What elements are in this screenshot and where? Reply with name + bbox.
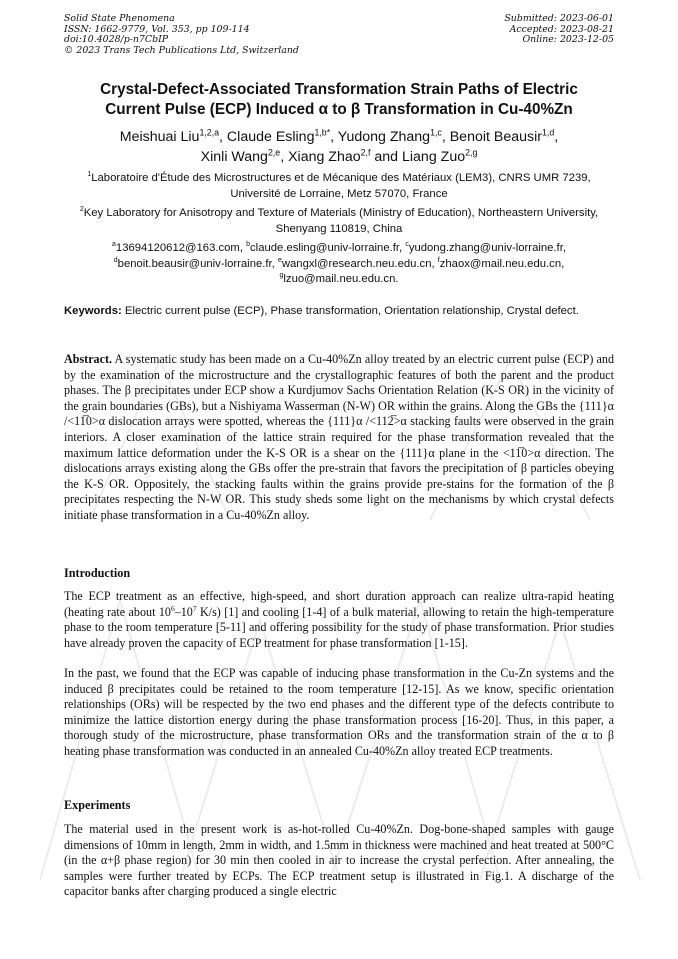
email: $^e$wangxl@research.neu.edu.cn, (277, 256, 438, 270)
keywords-label: Keywords: (64, 305, 122, 317)
experiments-paragraph-1: The material used in the present work is as-hot-rolled Cu-40%Zn. Dog-bone-shaped samples with gauge dimensions of 10mm in length, 2mm in width, and 1.5mm in thickness were machined and heat treated at 500°C (in the α+β phase region) for 30 min then cooled in air to increase the crystal perfection. After annealing, the samples were further treated by ECPs. The ECP treatment setup is illustrated in Fig.1. A discharge of the capacitor banks after charging produced a single electric (64, 822, 614, 899)
issn: ISSN: 1662-9779, Vol. 353, pp 109-114 (64, 23, 250, 35)
email: $^f$zhaox@mail.neu.edu.cn, (437, 256, 565, 270)
author: Benoit Beausir$^{1,d}$, (449, 127, 559, 145)
author: Yudong Zhang$^{1,c}$, (337, 127, 450, 145)
abstract (64, 352, 614, 524)
affiliation-1: $^1$Laboratoire d'Étude des Microstructures et de Mécanique des Matériaux (LEM3), CNRS UMR 7239, Université de Lorraine, Metz 57070, France (87, 171, 591, 200)
email: $^d$benoit.beausir@univ-lorraine.fr, (113, 256, 278, 270)
email: $^g$lzuo@mail.neu.edu.cn. (279, 272, 399, 285)
author: Claude Esling$^{1,b*}$, (226, 127, 338, 145)
affiliation-2: $^2$Key Laboratory for Anisotropy and Texture of Materials (Ministry of Education), Northeastern University, Shenyang 110819, China (79, 206, 599, 235)
author: Meishuai Liu$^{1,2,a}$, (119, 127, 227, 145)
journal-header (64, 14, 299, 56)
copyright: © 2023 Trans Tech Publications Ltd, Switzerland (64, 44, 299, 56)
author: Xiang Zhao$^{2,f}$ and (288, 146, 402, 165)
doi: doi:10.4028/p-n7CbIP (64, 34, 169, 46)
abstract-label: Abstract. (64, 352, 113, 366)
email: $^b$claude.esling@univ-lorraine.fr, (246, 241, 406, 254)
journal-name: Solid State Phenomena (64, 13, 175, 24)
author: Liang Zuo$^{2,g}$ (402, 146, 478, 165)
section-heading-experiments: Experiments (64, 798, 131, 812)
intro-paragraph-2: In the past, we found that the ECP was capable of inducing phase transformation in the Cu-Zn systems and the induced β precipitates could be retained to the room temperature [12-15]. As we know, specific orientation relationships (ORs) will be respected by the two end phases and the different type of the defects contribute to minimize the lattice distortion energy during the phase transformation process [16-20]. Thus, in this paper, a thorough study of the microstructure, phase transformation ORs and the transformation strain of the α to β heating phase transformation was conducted in an annealed Cu-40%Zn alloy treated ECP treatments. (64, 666, 614, 758)
online-date: Online: 2023-12-05 (522, 34, 614, 46)
intro-paragraph-1: The ECP treatment as an effective, high-speed, and short duration approach can realize ultra-rapid heating (heating rate about $10^6-10^7$ K/s) [1] and cooling [1-4] of a bulk material, allowing to retain the high-temperature phase to the room temperature [5-11] and offering possibility for the study of phase transformation. Prior studies have already proven the capacity of ECP treatment for phase transformation [1-15]. (64, 589, 615, 650)
title-line-2: Current Pulse (ECP) Induced α to β Transformation in Cu-40%Zn (105, 101, 573, 118)
email: $^a$13694120612@163.com, (112, 241, 247, 254)
dates-header (504, 14, 614, 46)
author-list (60, 128, 618, 167)
email: $^c$yudong.zhang@univ-lorraine.fr, (405, 241, 566, 254)
email-list (70, 241, 608, 288)
accepted-date: Accepted: 2023-08-21 (509, 23, 614, 35)
title-line-1: Crystal-Defect-Associated Transformation Strain Paths of Electric (100, 81, 578, 98)
submitted-date: Submitted: 2023-06-01 (504, 13, 614, 24)
paper-title (60, 80, 618, 120)
keywords-text: Electric current pulse (ECP), Phase transformation, Orientation relationship, Crystal defect. (121, 305, 579, 317)
abstract-text: A systematic study has been made on a Cu-40%Zn alloy treated by an electric current pulse (ECP) and by the examination of the microstructure and the crystallographic features of both the parent and the product phases. The β precipitates under ECP show a Kurdjumov Sachs Orientation Relation (K-S OR) in the vicinity of the grain boundaries (GBs), but a Nishiyama Wasserman (N-W) OR within the grains. Along the GBs the {111}α /<11̅0>α dislocation arrays were spotted, whereas the {111}α /<112̅>α stacking faults were observed in the grain interiors. A closer examination of the lattice strain required for the phase transformation revealed that the maximum lattice deformation under the K-S OR is a shear on the {111}α plane in the <11̅0>α direction. The dislocations arrays existing along the GBs offer the pre-strain that favors the precipitation of β particles obeying the K-S OR. Oppositely, the stacking faults within the grains provide pre-stains for the formation of the β precipitates respecting the N-W OR. This study sheds some light on the mechanisms by which crystal defects initiate phase transformation in a Cu-40%Zn alloy. (64, 352, 614, 522)
author: Xinli Wang$^{2,e}$, (200, 146, 289, 165)
section-heading-introduction: Introduction (64, 566, 131, 580)
keywords (64, 304, 616, 320)
